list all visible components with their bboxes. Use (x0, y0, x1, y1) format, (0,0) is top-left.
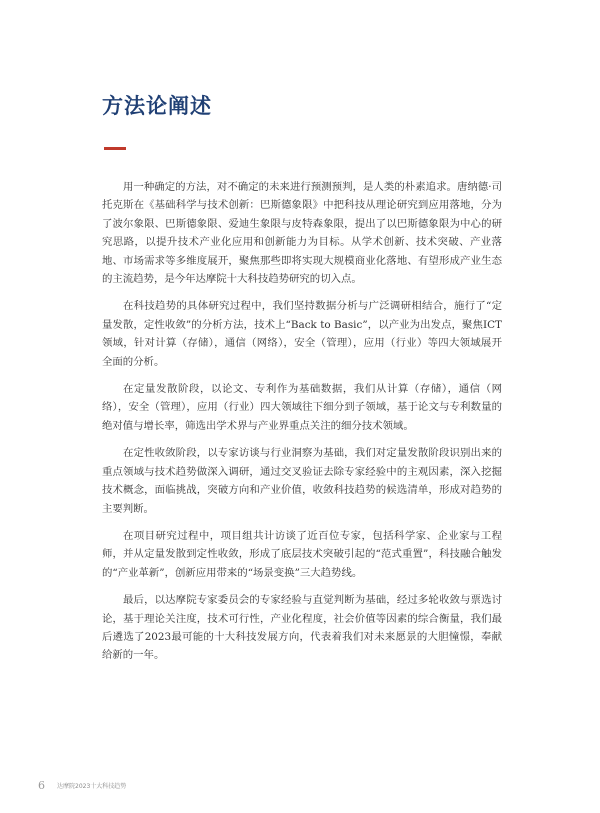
running-title: 达摩院2023十大科技趋势 (57, 783, 127, 790)
paragraph: 用一种确定的方法，对不确定的未来进行预测预判，是人类的朴素追求。唐纳德·司托克斯在《基础科学与技术创新：巴斯德象限》中把科技从理论研究到应用落地，分为了波尔象限、巴斯德象限、爱迪生象限与皮特森象限，提出了以巴斯德象限为中心的研究思路，以提升技术产业化应用和创新能力为目标。从学术创新、技术突破、产业落地、市场需求等多维度展开，聚焦那些即将实现大规模商业化落地、有望形成产业生态的主流趋势，是今年达摩院十大科技趋势研究的切入点。 (102, 181, 502, 286)
paragraph: 在科技趋势的具体研究过程中，我们坚持数据分析与广泛调研相结合，施行了“定量发散，定性收敛”的分析方法，技术上“Back to Basic”，以产业为出发点，聚焦ICT领域，针对计算（存储），通信（网络），安全（管理），应用（行业）等四大领域展开全面的分析。 (102, 300, 502, 368)
paragraph: 在定量发散阶段，以论文、专利作为基础数据，我们从计算（存储），通信（网络），安全（管理），应用（行业）四大领域往下细分到子领域，基于论文与专利数量的绝对值与增长率，筛选出学术界与产业界重点关注的细分技术领域。 (102, 383, 502, 432)
paragraph: 在项目研究过程中，项目组共计访谈了近百位专家，包括科学家、企业家与工程师，并从定量发散到定性收敛，形成了底层技术突破引起的“范式重置”，科技融合触发的“产业革新”，创新应用带来的“场景变换”三大趋势线。 (102, 529, 502, 579)
page-footer (38, 779, 126, 792)
title-accent-bar (104, 147, 126, 150)
section-title: 方法论阐述 (102, 93, 212, 118)
page-number: 6 (38, 779, 45, 792)
paragraph: 最后，以达摩院专家委员会的专家经验与直觉判断为基础，经过多轮收敛与票选讨论，基于理论关注度，技术可行性，产业化程度，社会价值等因素的综合衡量，我们最后遴选了2023最可能的十大科技发展方向，代表着我们对未来愿景的大胆憧憬，奉献给新的一年。 (102, 594, 502, 662)
paragraph: 在定性收敛阶段，以专家访谈与行业洞察为基础，我们对定量发散阶段识别出来的重点领域与技术趋势做深入调研，通过交叉验证去除专家经验中的主观因素，深入挖掘技术概念，面临挑战，突破方向和产业价值，收敛科技趋势的候选清单，形成对趋势的主要判断。 (102, 447, 502, 515)
body-text (102, 178, 502, 674)
